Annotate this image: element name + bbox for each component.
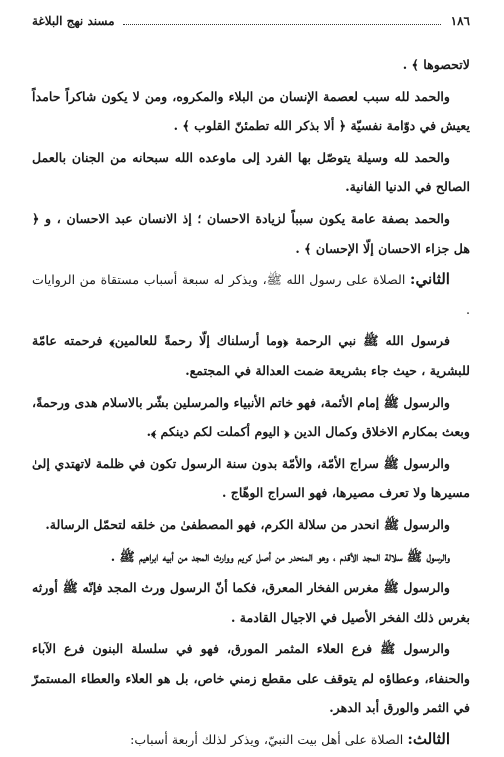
paragraph-text: والحمد لله وسيلة يتوصّل بها الفرد إلى ماوعده الله سبحانه من الجنان بالعمل الصالح في الدنيا الفانية.	[32, 149, 470, 195]
paragraph-text: والرسول ﷺ انحدر من سلالة الكرم، فهو المصطفىٰ من خلقه لتحمّل الرسالة.	[45, 516, 450, 532]
paragraph	[32, 573, 470, 632]
paragraph-text: لاتحصوها ﴾ .	[402, 57, 470, 72]
paragraph	[32, 634, 470, 723]
section-heading: الثالث:	[407, 730, 450, 749]
paragraph-text: والحمد لله سبب لعصمة الإنسان من البلاء والمكروه، ومن لا يكون شاكراً حامداً يعيش في دوّامة نفسيّة ﴿ ألا بذكر الله تطمئنّ القلوب ﴾ .	[32, 88, 470, 134]
paragraph-text: الصلاة على رسول الله ﷺ، ويذكر له سبعة أسباب مستقاة من الروايات .	[32, 272, 470, 317]
paragraph	[32, 204, 470, 263]
paragraph	[32, 82, 470, 141]
paragraph-text: فرسول الله ﷺ نبي الرحمة ﴿وما أرسلناك إلّا رحمةً للعالمين﴾ فرحمته عامّة للبشرية ، حيث جاء بشريعة ضمت العدالة في المجتمع.	[32, 333, 470, 378]
paragraph-text: والرسول ﷺ فرع العلاء المثمر المورق، فهو في سلسلة البنون فرع الآباء والحنفاء، وعطاؤه لم يتوقف على مقطع زمني خاص، بل هو العلاء والعطاء المستمرّ في الثمر والورق أبد الدهر.	[32, 641, 470, 716]
page-body	[32, 50, 470, 757]
paragraph	[32, 143, 470, 202]
paragraph-text: والرسول ﷺ سراج الأمّة، والأمّة بدون سنة الرسول تكون في ظلمة لاتهتدي إلىٰ مسيرها ولا تعرف مصيرها، فهو السراج الوهّاج .	[32, 455, 470, 501]
paragraph-text: والحمد بصفة عامة يكون سبباً لزيادة الاحسان ؛ إذ الانسان عبد الاحسان ، و ﴿ هل جزاء الاحسان إلّا الإحسان ﴾ .	[32, 210, 470, 256]
paragraph	[32, 388, 470, 447]
header-dotted-leader	[123, 24, 441, 25]
paragraph	[32, 326, 470, 385]
section-paragraph	[32, 725, 470, 755]
section-paragraph	[32, 265, 470, 324]
paragraph-text: والرسول ﷺ إمام الأئمة، فهو خاتم الأنبياء والمرسلين بشّر بالاسلام هدى ورحمةً، وبعث بمكارم الاخلاق وكمال الدين ﴿ اليوم أكملت لكم دينكم ﴾.	[32, 394, 470, 440]
paragraph	[32, 542, 470, 572]
section-heading: الثاني:	[409, 270, 450, 289]
paragraph-text: الصلاة على أهل بيت النبيّ، ويذكر لذلك أربعة أسباب:	[130, 732, 404, 748]
book-title: مسند نهج البلاغة	[32, 14, 115, 28]
paragraph	[32, 449, 470, 508]
page-number: ١٨٦	[450, 14, 470, 28]
paragraph-continuation	[32, 50, 470, 80]
paragraph-text: والرسول ﷺ سلالة المجد الأقدم ، وهو المنحدر من أصل كريم ووارث المجد من أبيه ابراهيم ﷺ .	[110, 548, 450, 564]
paragraph	[32, 510, 470, 540]
paragraph-text: والرسول ﷺ مغرس الفخار المعرق، فكما أنّ الرسول ورث المجد فإنّه ﷺ أورثه بغرس ذلك الفخر الأصيل في الاجيال القادمة .	[32, 580, 470, 625]
page-header	[32, 14, 470, 28]
